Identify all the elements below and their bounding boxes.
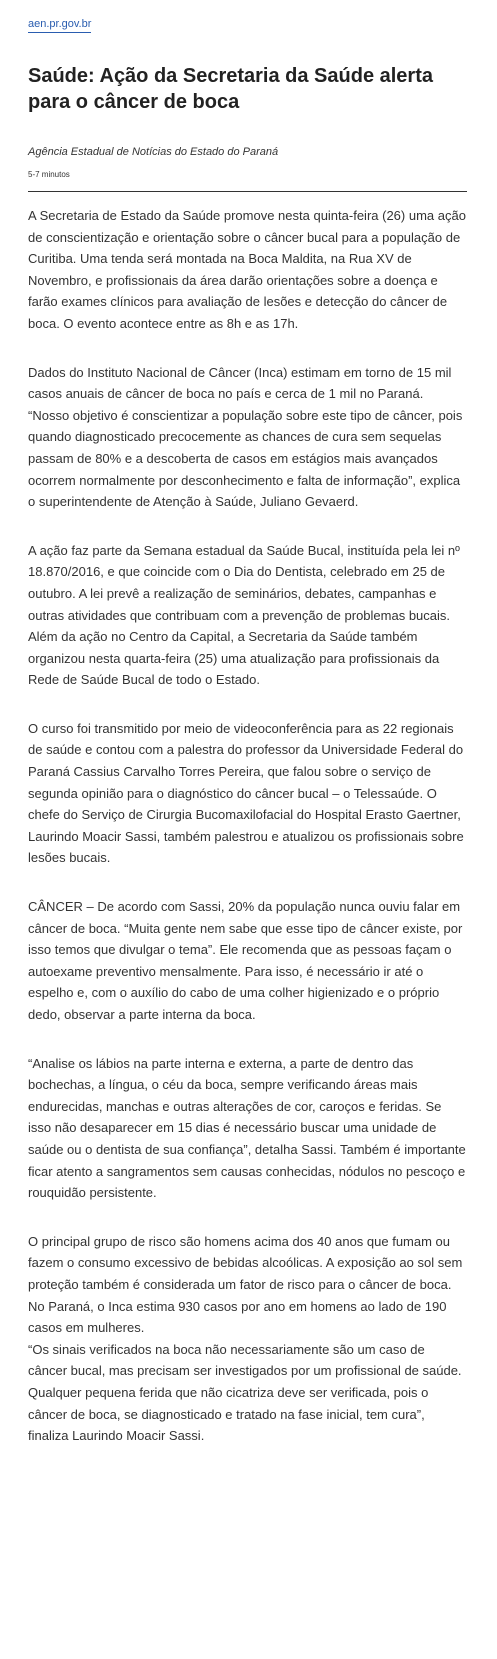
source-domain-link[interactable]: aen.pr.gov.br: [28, 18, 91, 33]
article-paragraph: “Os sinais verificados na boca não necessariamente são um caso de câncer bucal, mas precisam ser investigados por um profissional de saúde. Qualquer pequena ferida que não cicatriza deve ser verificada, pois o câncer de boca, se diagnosticado e tratado na fase inicial, tem cura”, finaliza Laurindo Moacir Sassi.: [28, 1341, 462, 1444]
article-paragraph: O principal grupo de risco são homens acima dos 40 anos que fumam ou fazem o consumo excessivo de bebidas alcoólicas. A exposição ao sol sem proteção também é considerada um fator de risco para o câncer de boca. No Paraná, o Inca estima 930 casos por ano em homens ao lado de 190 casos em mulheres.: [28, 1233, 463, 1336]
article-title: Saúde: Ação da Secretaria da Saúde alerta para o câncer de boca: [28, 65, 433, 113]
article-paragraph: A Secretaria de Estado da Saúde promove nesta quinta-feira (26) uma ação de conscientização e orientação sobre o câncer bucal para a população de Curitiba. Uma tenda será montada na Boca Maldita, na Rua XV de Novembro, e profissionais da área darão orientações sobre a doença e farão exames clínicos para avaliação de lesões e detecção do câncer de boca. O evento acontece entre as 8h e as 17h.: [28, 208, 466, 331]
article-body: [28, 205, 467, 1447]
article-paragraph: “Analise os lábios na parte interna e externa, a parte de dentro das bochechas, a língua, o céu da boca, sempre verificando áreas mais endurecidas, manchas e outras alterações de cor, caroços e feridas. Se isso não desaparecer em 15 dias é necessário buscar uma unidade de saúde ou o dentista de sua confiança”, detalha Sassi. Também é importante ficar atento a sangramentos sem causas conhecidas, nódulos no pescoço e rouquidão persistente.: [28, 1055, 466, 1201]
article-paragraph: O curso foi transmitido por meio de videoconferência para as 22 regionais de saúde e contou com a palestra do professor da Universidade Federal do Paraná Cassius Carvalho Torres Pereira, que falou sobre o serviço de segunda opinião para o diagnóstico do câncer bucal – o Telessaúde. O chefe do Serviço de Cirurgia Bucomaxilofacial do Hospital Erasto Gaertner, Laurindo Moacir Sassi, também palestrou e atualizou os profissionais sobre lesões bucais.: [28, 720, 464, 866]
reading-time: 5-7 minutos: [28, 170, 70, 179]
article-paragraph: CÂNCER – De acordo com Sassi, 20% da população nunca ouviu falar em câncer de boca. “Muita gente nem sabe que esse tipo de câncer existe, por isso temos que divulgar o tema”. Ele recomenda que as pessoas façam o autoexame preventivo mensalmente. Para isso, é necessário ir até o espelho e, com o auxílio do cabo de uma colher higienizado e o próprio dedo, observar a parte interna da boca.: [28, 899, 463, 1022]
article-paragraph: A ação faz parte da Semana estadual da Saúde Bucal, instituída pela lei nº 18.870/2016, e que coincide com o Dia do Dentista, celebrado em 25 de outubro. A lei prevê a realização de seminários, debates, campanhas e outras atividades que contribuam com a prevenção de problemas bucais. Além da ação no Centro da Capital, a Secretaria da Saúde também organizou nesta quarta-feira (25) uma atualização para profissionais da Rede de Saúde Bucal de todo o Estado.: [28, 542, 460, 688]
article-paragraph: Dados do Instituto Nacional de Câncer (Inca) estimam em torno de 15 mil casos anuais de câncer de boca no país e cerca de 1 mil no Paraná. “Nosso objetivo é conscientizar a população sobre este tipo de câncer, pois quando diagnosticado precocemente as chances de cura sem sequelas passam de 80% e a descoberta de casos em estágios mais avançados ocorrem normalmente por desconhecimento e falta de informação”, explica o superintendente de Atenção à Saúde, Juliano Gevaerd.: [28, 364, 463, 510]
article-source: Agência Estadual de Notícias do Estado do Paraná: [28, 146, 279, 158]
header-divider: [28, 191, 467, 192]
